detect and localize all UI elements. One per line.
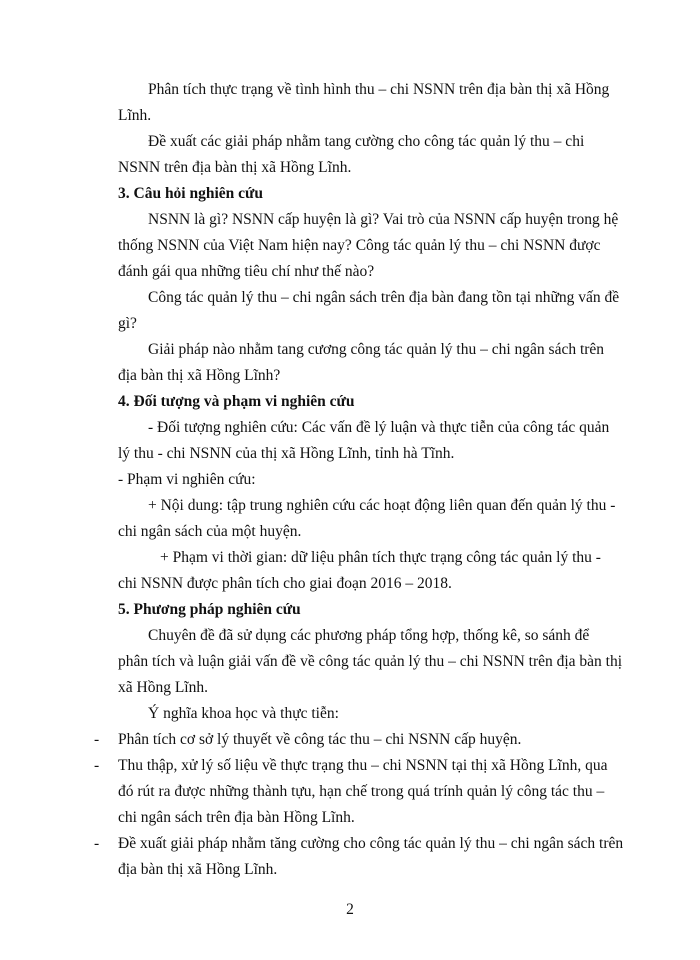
paragraph-line: - Phạm vi nghiên cứu: xyxy=(118,471,256,488)
paragraph-line: phân tích và luận giải vấn đề về công tác quản lý thu – chi NSNN trên địa bàn thị xyxy=(118,653,623,670)
paragraph-line: chi NSNN được phân tích cho giai đoạn 2016 – 2018. xyxy=(118,575,452,592)
bullet-item-line: Thu thập, xử lý số liệu về thực trạng thu – chi NSNN tại thị xã Hồng Lĩnh, qua xyxy=(118,757,608,774)
bullet-item-line: địa bàn thị xã Hồng Lĩnh. xyxy=(118,861,278,878)
paragraph-line: chi ngân sách của một huyện. xyxy=(118,523,302,540)
paragraph-line: + Nội dung: tập trung nghiên cứu các hoạt động liên quan đến quản lý thu - xyxy=(148,497,616,514)
section-heading-3: 3. Câu hỏi nghiên cứu xyxy=(118,185,263,202)
paragraph-line: Lĩnh. xyxy=(118,107,152,124)
paragraph-line: - Đối tượng nghiên cứu: Các vấn đề lý luận và thực tiễn của công tác quản xyxy=(148,419,610,436)
bullet-item-line: Phân tích cơ sở lý thuyết về công tác thu – chi NSNN cấp huyện. xyxy=(118,731,522,748)
bullet-item-line: chi ngân sách trên địa bàn Hồng Lĩnh. xyxy=(118,809,355,826)
paragraph-line: gì? xyxy=(118,315,137,332)
paragraph-line: Công tác quản lý thu – chi ngân sách trên địa bàn đang tồn tại những vấn đề xyxy=(148,289,620,306)
bullet-dash: - xyxy=(94,835,100,852)
paragraph-line: Đề xuất các giải pháp nhằm tang cường cho công tác quản lý thu – chi xyxy=(148,133,585,150)
bullet-dash: - xyxy=(94,731,100,748)
paragraph-line: địa bàn thị xã Hồng Lĩnh? xyxy=(118,367,281,384)
paragraph-line: Phân tích thực trạng về tình hình thu – chi NSNN trên địa bàn thị xã Hồng xyxy=(148,81,610,98)
bullet-item-line: đó rút ra được những thành tựu, hạn chế trong quá trính quản lý công tác thu – xyxy=(118,783,605,800)
paragraph-line: + Phạm vi thời gian: dữ liệu phân tích thực trạng công tác quản lý thu - xyxy=(160,549,601,566)
paragraph-line: NSNN là gì? NSNN cấp huyện là gì? Vai trò của NSNN cấp huyện trong hệ xyxy=(148,211,619,228)
paragraph-line: xã Hồng Lĩnh. xyxy=(118,679,208,696)
paragraph-line: Chuyên đề đã sử dụng các phương pháp tổng hợp, thống kê, so sánh để xyxy=(148,627,590,644)
section-heading-5: 5. Phương pháp nghiên cứu xyxy=(118,601,301,618)
paragraph-line: lý thu - chi NSNN của thị xã Hồng Lĩnh, tỉnh hà Tĩnh. xyxy=(118,445,455,462)
section-heading-4: 4. Đối tượng và phạm vi nghiên cứu xyxy=(118,393,355,410)
paragraph-line: Ý nghĩa khoa học và thực tiễn: xyxy=(148,705,339,722)
bullet-dash: - xyxy=(94,757,100,774)
paragraph-line: Giải pháp nào nhằm tang cương công tác quản lý thu – chi ngân sách trên xyxy=(148,341,605,358)
bullet-item-line: Đề xuất giải pháp nhằm tăng cường cho công tác quản lý thu – chi ngân sách trên xyxy=(118,835,624,852)
paragraph-line: NSNN trên địa bàn thị xã Hồng Lĩnh. xyxy=(118,159,352,176)
page-number: 2 xyxy=(346,901,354,918)
paragraph-line: đánh gái qua những tiêu chí như thế nào? xyxy=(118,263,375,280)
paragraph-line: thống NSNN của Việt Nam hiện nay? Công tác quản lý thu – chi NSNN được xyxy=(118,237,601,254)
